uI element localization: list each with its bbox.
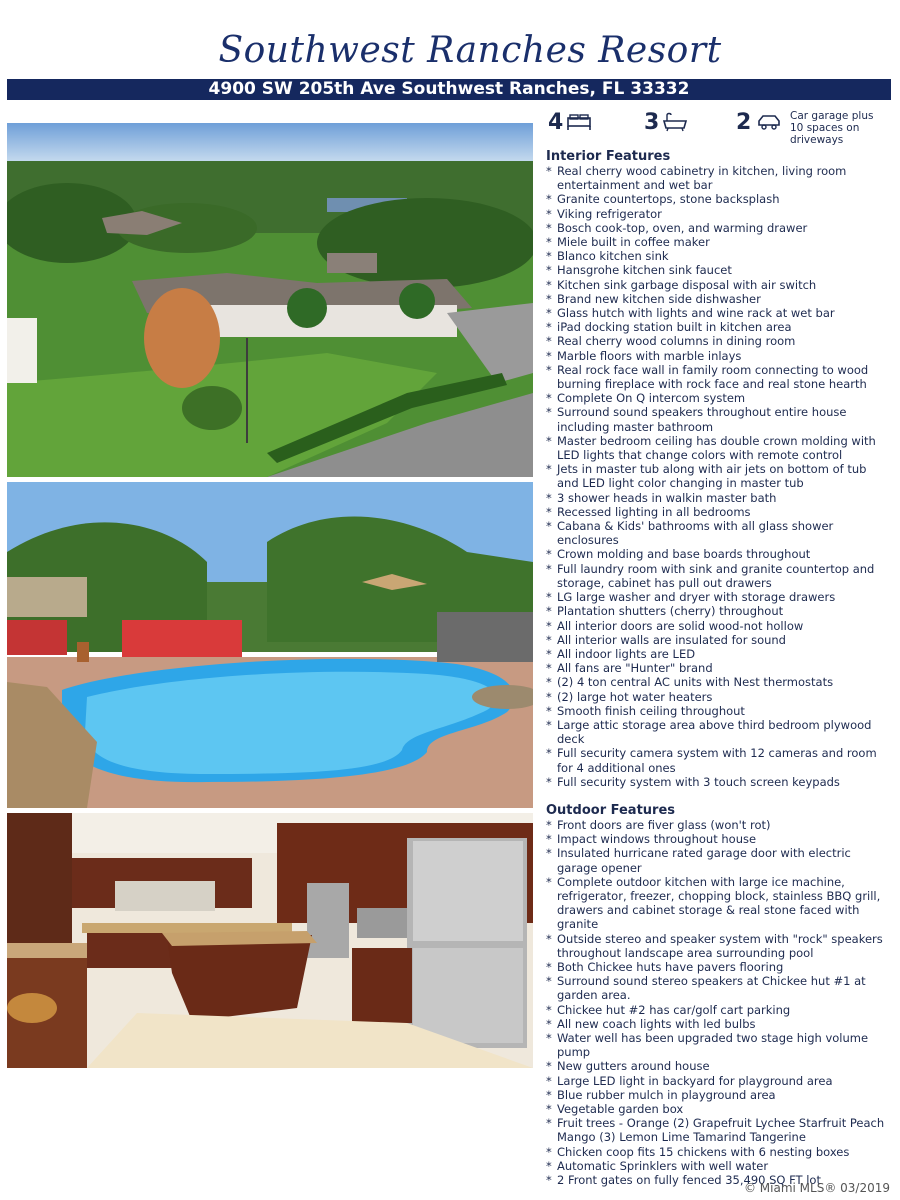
- bathtub-icon: [662, 112, 688, 132]
- outdoor-feature-item: * Surround sound stereo speakers at Chickee hut #1 at garden area.: [546, 974, 891, 1002]
- interior-feature-item: * Brand new kitchen side dishwasher: [546, 292, 891, 306]
- outdoor-feature-item: * 2 Front gates on fully fenced 35,490 SQ FT lot: [546, 1173, 891, 1187]
- interior-feature-item: * iPad docking station built in kitchen area: [546, 320, 891, 334]
- outdoor-feature-item: * Fruit trees - Orange (2) Grapefruit Lychee Starfruit Peach Mango (3) Lemon Lime Tamarind Tangerine: [546, 1116, 891, 1144]
- outdoor-feature-item: * Impact windows throughout house: [546, 832, 891, 846]
- outdoor-feature-item: * Blue rubber mulch in playground area: [546, 1088, 891, 1102]
- outdoor-feature-item: * Automatic Sprinklers with well water: [546, 1159, 891, 1173]
- interior-feature-item: * All fans are "Hunter" brand: [546, 661, 891, 675]
- pool-photo: [7, 482, 533, 808]
- interior-feature-item: * Recessed lighting in all bedrooms: [546, 505, 891, 519]
- outdoor-feature-item: * Front doors are fiver glass (won't rot): [546, 818, 891, 832]
- interior-feature-item: * Blanco kitchen sink: [546, 249, 891, 263]
- copyright-footer: © Miami MLS® 03/2019: [743, 1181, 890, 1195]
- interior-feature-item: * Crown molding and base boards throughout: [546, 547, 891, 561]
- outdoor-feature-item: * Vegetable garden box: [546, 1102, 891, 1116]
- outdoor-feature-item: * Outside stereo and speaker system with "rock" speakers throughout landscape area surrounding pool: [546, 932, 891, 960]
- interior-feature-item: * Cabana & Kids' bathrooms with all glass shower enclosures: [546, 519, 891, 547]
- interior-feature-item: * Hansgrohe kitchen sink faucet: [546, 263, 891, 277]
- outdoor-feature-item: * All new coach lights with led bulbs: [546, 1017, 891, 1031]
- flyer-title: Southwest Ranches Resort: [218, 30, 722, 71]
- interior-feature-item: * Miele built in coffee maker: [546, 235, 891, 249]
- interior-feature-item: * 3 shower heads in walkin master bath: [546, 491, 891, 505]
- interior-feature-item: * Master bedroom ceiling has double crown molding with LED lights that change colors with remote control: [546, 434, 891, 462]
- interior-feature-item: * Kitchen sink garbage disposal with air switch: [546, 278, 891, 292]
- interior-feature-item: * Full security camera system with 12 cameras and room for 4 additional ones: [546, 746, 891, 774]
- interior-feature-item: * Full security system with 3 touch screen keypads: [546, 775, 891, 789]
- interior-feature-item: * All interior walls are insulated for sound: [546, 633, 891, 647]
- interior-feature-item: * (2) large hot water heaters: [546, 690, 891, 704]
- address-bar: 4900 SW 205th Ave Southwest Ranches, FL 33332: [7, 79, 891, 100]
- interior-feature-item: * Complete On Q intercom system: [546, 391, 891, 405]
- interior-features-title: Interior Features: [546, 149, 671, 164]
- garage-note: Car garage plus 10 spaces on driveways: [790, 110, 874, 146]
- interior-feature-item: * All indoor lights are LED: [546, 647, 891, 661]
- interior-feature-item: * Granite countertops, stone backsplash: [546, 192, 891, 206]
- bathrooms-count: 3: [644, 110, 660, 135]
- interior-feature-item: * Viking refrigerator: [546, 207, 891, 221]
- interior-feature-item: * All interior doors are solid wood-not hollow: [546, 619, 891, 633]
- interior-feature-item: * Full laundry room with sink and granite countertop and storage, cabinet has pull out drawers: [546, 562, 891, 590]
- interior-feature-item: * LG large washer and dryer with storage drawers: [546, 590, 891, 604]
- outdoor-feature-item: * Insulated hurricane rated garage door with electric garage opener: [546, 846, 891, 874]
- interior-feature-item: * (2) 4 ton central AC units with Nest thermostats: [546, 675, 891, 689]
- property-stats: [546, 106, 891, 151]
- outdoor-features-list: [546, 818, 891, 1187]
- car-icon: [756, 112, 782, 132]
- bedrooms-count: 4: [548, 110, 564, 135]
- outdoor-feature-item: * Complete outdoor kitchen with large ice machine, refrigerator, freezer, chopping block, stainless BBQ grill, drawers and cabinet storage & real stone faced with granite: [546, 875, 891, 932]
- outdoor-features-title: Outdoor Features: [546, 802, 676, 818]
- interior-feature-item: * Real rock face wall in family room connecting to wood burning fireplace with rock face and real stone hearth: [546, 363, 891, 391]
- interior-feature-item: * Real cherry wood cabinetry in kitchen, living room entertainment and wet bar: [546, 164, 891, 192]
- bed-icon: [566, 112, 592, 132]
- interior-feature-item: * Plantation shutters (cherry) throughout: [546, 604, 891, 618]
- features-panel: [546, 149, 891, 1187]
- interior-feature-item: * Smooth finish ceiling throughout: [546, 704, 891, 718]
- outdoor-feature-item: * Water well has been upgraded two stage high volume pump: [546, 1031, 891, 1059]
- interior-feature-item: * Marble floors with marble inlays: [546, 349, 891, 363]
- interior-feature-item: * Glass hutch with lights and wine rack at wet bar: [546, 306, 891, 320]
- interior-feature-item: * Bosch cook-top, oven, and warming drawer: [546, 221, 891, 235]
- outdoor-feature-item: * Chickee hut #2 has car/golf cart parking: [546, 1003, 891, 1017]
- kitchen-photo: [7, 813, 533, 1068]
- aerial-photo: [7, 123, 533, 477]
- outdoor-feature-item: * Both Chickee huts have pavers flooring: [546, 960, 891, 974]
- interior-features-list: [546, 164, 891, 789]
- interior-feature-item: * Surround sound speakers throughout entire house including master bathroom: [546, 405, 891, 433]
- outdoor-feature-item: * Chicken coop fits 15 chickens with 6 nesting boxes: [546, 1145, 891, 1159]
- interior-feature-item: * Jets in master tub along with air jets on bottom of tub and LED light color changing in master tub: [546, 462, 891, 490]
- garage-count: 2: [736, 110, 752, 135]
- outdoor-feature-item: * New gutters around house: [546, 1059, 891, 1073]
- outdoor-feature-item: * Large LED light in backyard for playground area: [546, 1074, 891, 1088]
- interior-feature-item: * Real cherry wood columns in dining room: [546, 334, 891, 348]
- interior-feature-item: * Large attic storage area above third bedroom plywood deck: [546, 718, 891, 746]
